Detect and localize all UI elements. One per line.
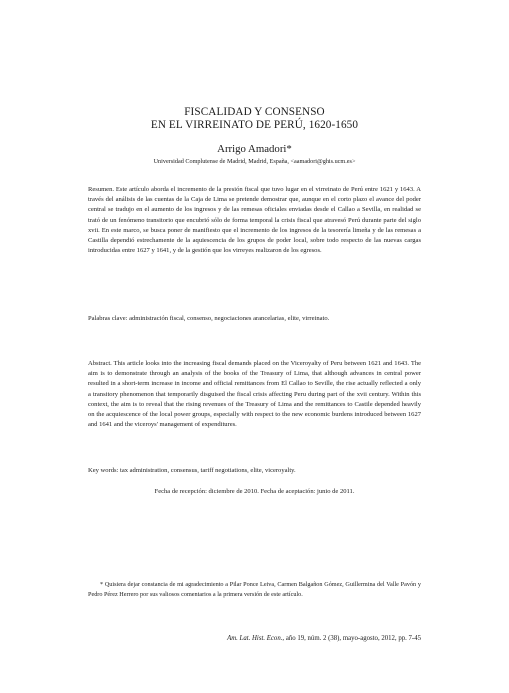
author-affiliation: Universidad Complutense de Madrid, Madrid, España, <aamadori@ghis.ucm.es>: [153, 158, 356, 165]
journal-details: , año 19, núm. 2 (38), mayo-agosto, 2012, pp. 7-45: [282, 635, 421, 642]
journal-citation: [100, 634, 421, 644]
title-line-2: EN EL VIRREINATO DE PERÚ, 1620-1650: [150, 119, 359, 131]
key-words: Key words: tax administration, consensus, tariff negotiations, elite, viceroyalty.: [88, 467, 296, 474]
title-line-1: FISCALIDAD Y CONSENSO: [184, 106, 325, 118]
author-name: Arrigo Amadori*: [217, 143, 292, 155]
reception-dates: Fecha de recepción: diciembre de 2010. Fecha de aceptación: junio de 2011.: [154, 488, 355, 495]
footnote: * Quisiera dejar constancia de mi agradecimiento a Pilar Ponce Leiva, Carmen Balgañon Gómez, Guillermina del Valle Pavón y Pedro Pérez Herrero por sus valiosos comentarios a la primera versión de este artículo.: [88, 581, 421, 598]
abstract-paragraph: Abstract. This article looks into the increasing fiscal demands placed on the Viceroyalty of Peru between 1621 and 1643. The aim is to demonstrate through an analysis of the books of the Treasury of Lima, that although advances in central power resulted in a short-term increase in income and official remittances from El Callao to Seville, the rise actually reflected a only a transitory phenomenon that temporarily disguised the fiscal crisis affecting Peru during part of the xvii century. Within this context, the aim is to reveal that the rising revenues of the Treasury of Lima and the remittances to Castile depended heavily on the acquiescence of the local power groups, especially with respect to the new economic burdens introduced between 1627 and 1641 and the viceroys' management of expenditures.: [88, 360, 421, 429]
article-title: [60, 106, 449, 132]
resumen-paragraph: Resumen. Este artículo aborda el incremento de la presión fiscal que tuvo lugar en el virreinato de Perú entre 1621 y 1643. A través del análisis de las cuentas de la Caja de Lima se pretende demostrar que, aunque en el corto plazo el avance del poder central se tradujo en el aumento de los ingresos y de las remesas oficiales enviadas desde el Callao a Sevilla, en realidad se trató de un fenómeno transitorio que encubrió sólo de forma temporal la crisis fiscal que atravesó Perú durante parte del siglo xvii. En este marco, se busca poner de manifiesto que el incremento de los ingresos de la tesorería limeña y de las remesas a Castilla dependió estrechamente de la aquiescencia de los grupos de poder local, sobre todo respecto de las nuevas cargas introducidas entre 1627 y 1641, y de la gestión que los virreyes realizaron de los egresos.: [88, 186, 421, 255]
journal-name: Am. Lat. Hist. Econ.: [227, 635, 283, 642]
palabras-clave: Palabras clave: administración fiscal, consenso, negociaciones arancelarias, elite, virreinato.: [88, 315, 330, 322]
